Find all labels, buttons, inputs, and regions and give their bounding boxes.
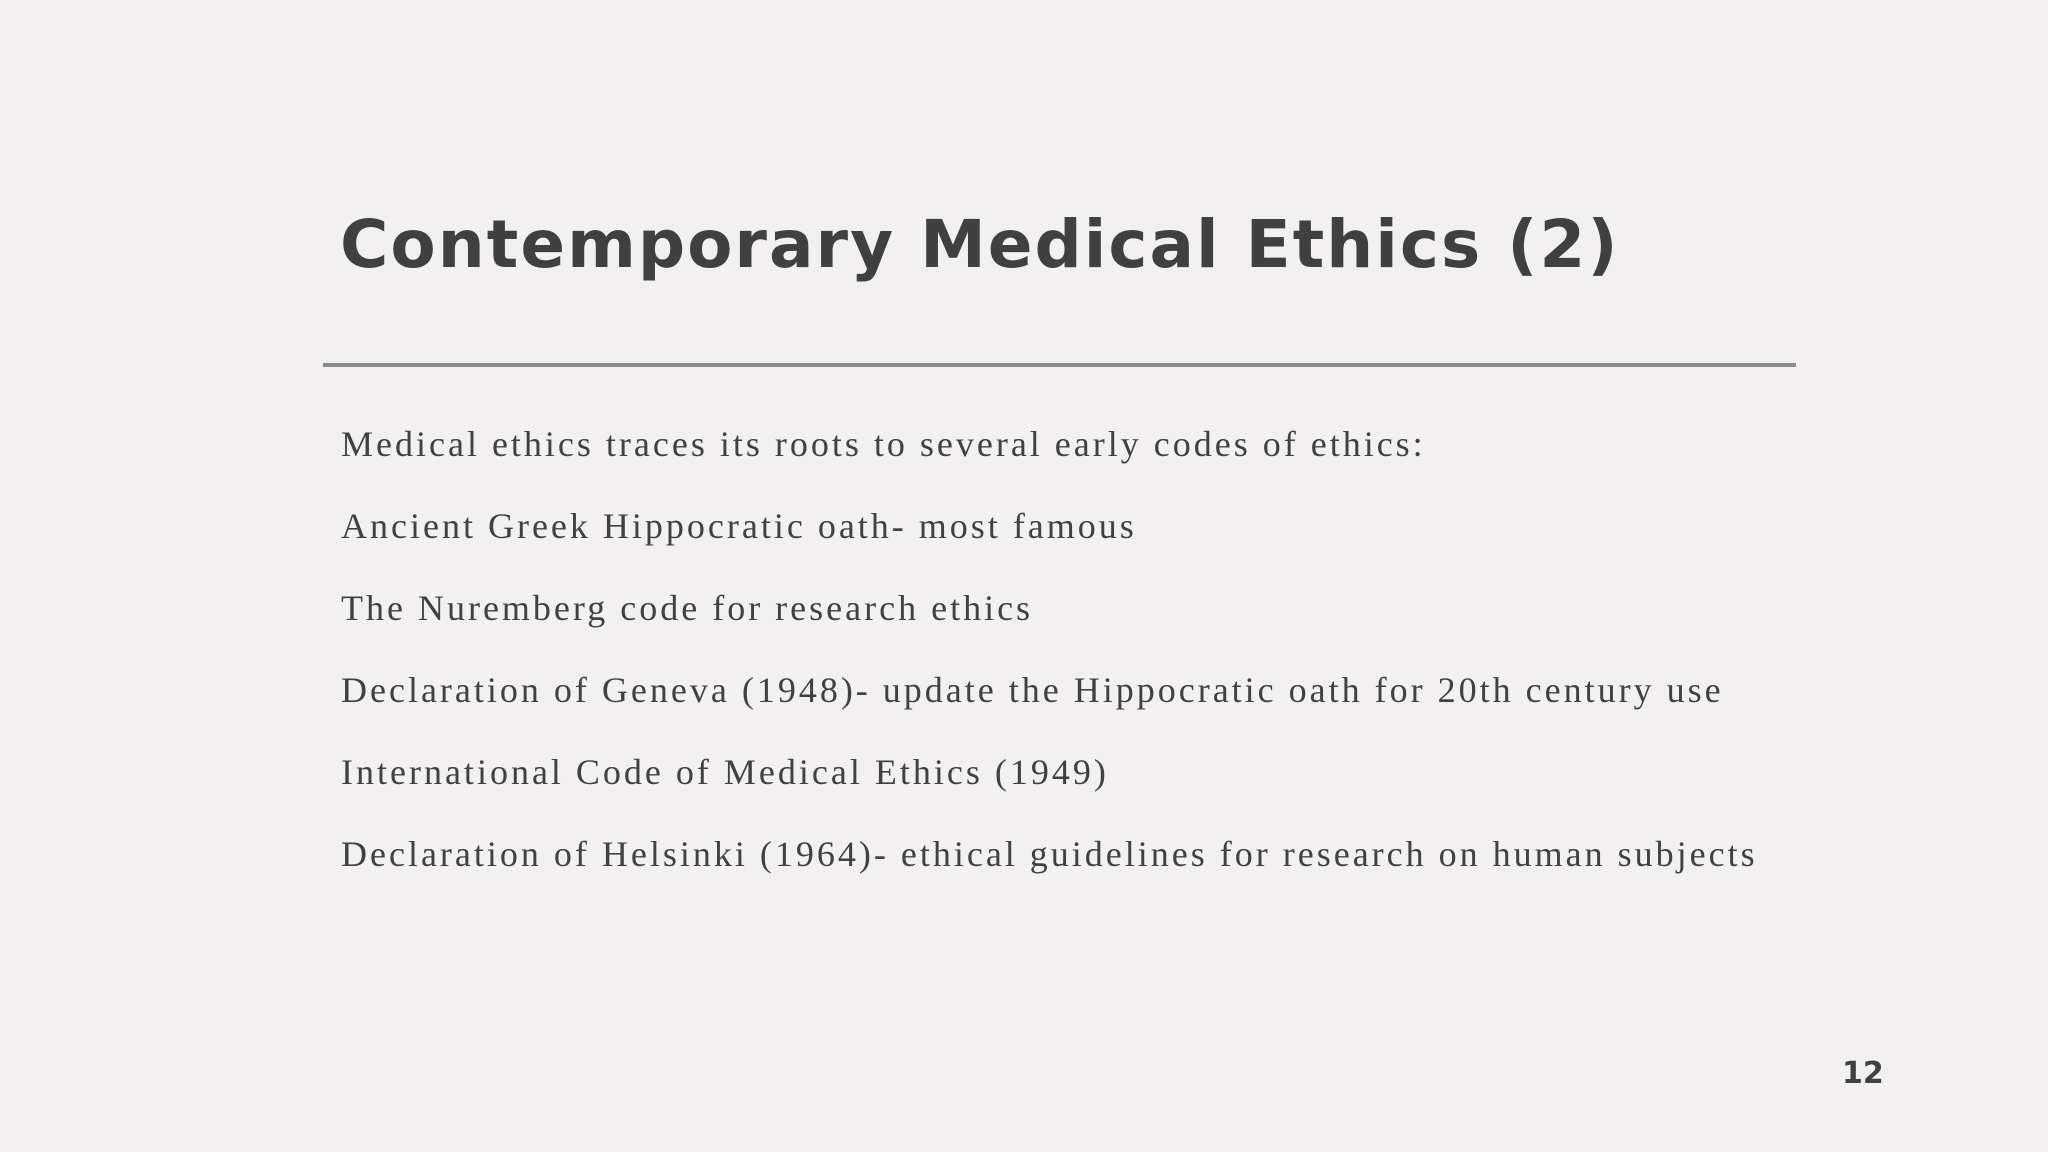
- body-paragraph-intro: Medical ethics traces its roots to several early codes of ethics:: [341, 424, 1426, 464]
- body-paragraph-declaration-of-geneva: Declaration of Geneva (1948)- update the Hippocratic oath for 20th century use: [341, 670, 1724, 710]
- page-number: 12: [1842, 1056, 1884, 1091]
- slide-body: [341, 422, 1801, 923]
- slide-title: Contemporary Medical Ethics (2): [340, 206, 1620, 283]
- body-paragraph-hippocratic-oath: Ancient Greek Hippocratic oath- most famous: [341, 506, 1137, 546]
- body-paragraph-international-code: International Code of Medical Ethics (1949): [341, 752, 1109, 792]
- body-paragraph-nuremberg-code: The Nuremberg code for research ethics: [341, 588, 1034, 628]
- title-divider: [323, 363, 1796, 367]
- body-paragraph-declaration-of-helsinki: Declaration of Helsinki (1964)- ethical guidelines for research on human subjects: [341, 834, 1758, 874]
